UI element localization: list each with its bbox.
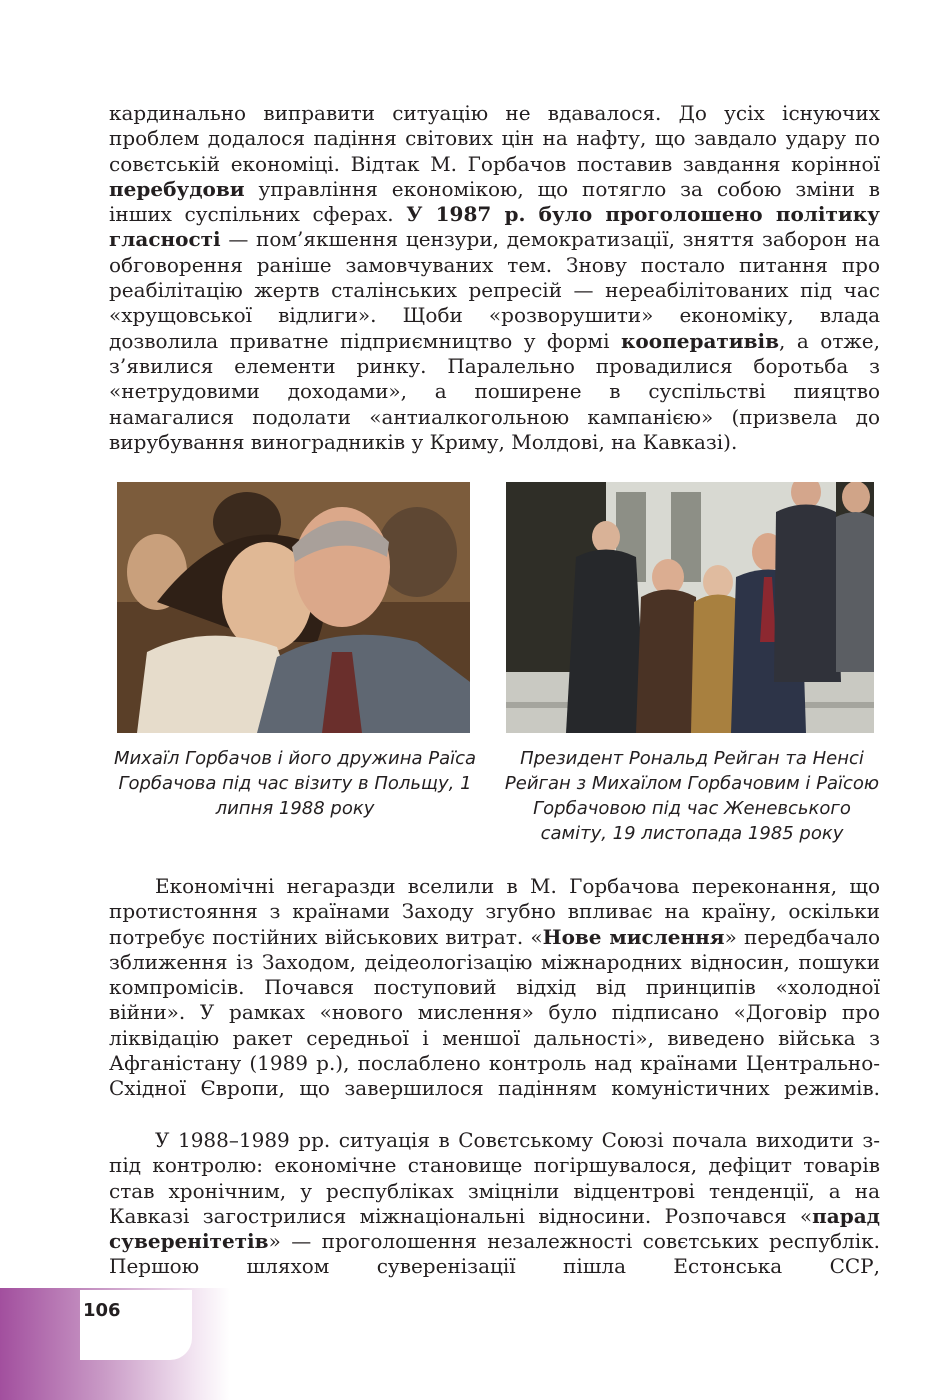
- text-run: У 1988–1989 рр. ситуація в Совєтському Союзі почала виходити з-під контролю: економічне становище погіршувалося, дефіцит товарів став хронічним, у республіках зміцніли відцентрові тенденції, а на Кавказі загострилися міжнаціональні відносини. Розпочався «: [109, 1128, 880, 1228]
- bold-term: парад суверенітетів: [109, 1203, 880, 1254]
- text-run: » передбачало зближення із Заходом, деідеологізацію міжнародних відносин, пошуки компромісів. Почався поступовий відхід від принципів «холодної війни». У рамках «нового мислення» було підписано «Договір про ліквідацію ракет середньої і меншої дальності», виведено війська з Афганістану (1989 р.), послаблено контроль над країнами Центрально-Східної Європи, що завершилося падінням комуністичних режимів.: [109, 924, 880, 1101]
- paragraph-perestroika: [109, 101, 880, 455]
- caption-photo-right: Президент Рональд Рейган та Ненсі Рейган з Михаїлом Горбачовим і Раїсою Горбачовою під час Женевського саміту, 19 листопада 1985 року: [504, 748, 880, 844]
- bold-term: кооперативів: [620, 328, 780, 353]
- bold-term: перебудови: [109, 176, 245, 201]
- page-number: 106: [83, 1300, 121, 1321]
- caption-photo-left: Михаїл Горбачов і його дружина Раїса Горбачова під час візиту в Польщу, 1 липня 1988 року: [113, 748, 477, 819]
- text-run: Економічні негаразди вселили в М. Горбачова переконання, що протистояння з країнами Заходу згубно впливає на країну, оскільки потребує постійних військових витрат. «: [109, 874, 880, 949]
- photo-geneva-summit: [506, 482, 874, 733]
- text-run: — пом’якшення цензури, демократизації, зняття заборон на обговорення раніше замовчуваних тем. Знову постало питання про реабілітацію жертв сталінських репресій — нереабілітованих під час «хрущовської відлиги». Щоби «розворушити» економіку, влада дозволила приватне підприємництво у формі: [109, 227, 880, 353]
- paragraph-parade-of-sovereignties: [109, 1128, 880, 1280]
- text-run: , а отже, з’явилися елементи ринку. Паралельно провадилися боротьба з «нетрудовими доходами», а поширене в суспільстві пияцтво намагалися подолати «антиалкогольною кампанією» (призвела до вирубування виноградників у Криму, Молдові, на Кавказі).: [109, 328, 880, 454]
- bold-term: Нове мислення: [542, 924, 725, 949]
- bold-term: У 1987 р. було проголошено політику гласності: [109, 202, 880, 252]
- text-run: кардинально виправити ситуацію не вдавалося. До усіх існуючих проблем додалося падіння світових цін на нафту, що завдало удару по совєтській економіці. Відтак М. Горбачов поставив завдання корінної: [109, 101, 880, 176]
- photo-gorbachev-poland: [117, 482, 470, 733]
- text-run: управління економікою, що потягло за собою зміни в інших суспільних сферах.: [109, 176, 880, 227]
- text-run: » — проголошення незалежності совєтських республік. Першою шляхом суверенізації пішла Естонська ССР,: [109, 1229, 880, 1279]
- paragraph-new-thinking: [109, 874, 880, 1102]
